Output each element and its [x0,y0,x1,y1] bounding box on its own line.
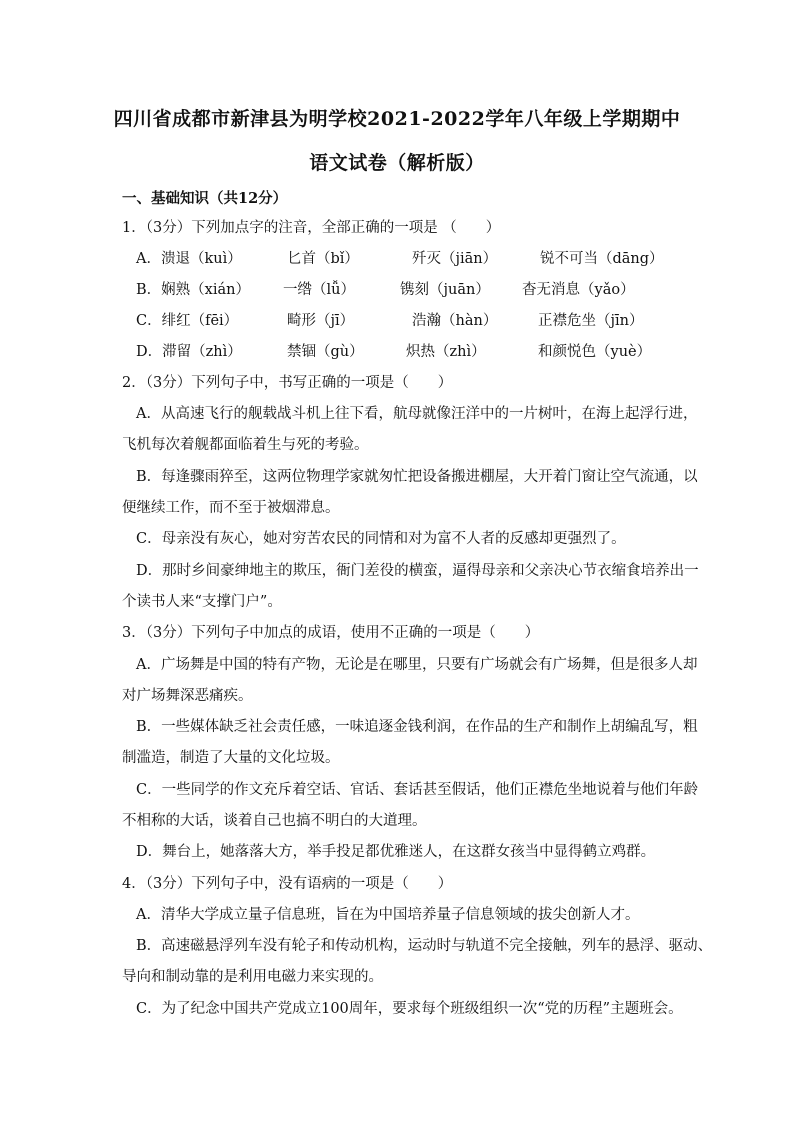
exam-title-line2: 语文试卷（解析版） [309,152,485,174]
question-4-option-c: C．为了纪念中国共产党成立100周年，要求每个班级组织一次“党的历程”主题班会。 [136,1001,683,1017]
option-c-item-3: 浩瀚（hàn） [412,313,498,329]
question-2-option-c: C．母亲没有灰心，她对穷苦农民的同情和对为富不人者的反感却更强烈了。 [136,531,626,547]
question-2-option-b: B．每逢骤雨猝至，这两位物理学家就匆忙把设备搬进棚屋，大开着门窗让空气流通，以 [136,469,698,485]
exam-title-line1: 四川省成都市新津县为明学校2021-2022学年八年级上学期期中 [113,108,681,130]
option-b-item-1: B．娴熟（xián） [136,282,250,298]
question-4-option-b-cont: 导向和制动靠的是利用电磁力来实现的。 [122,969,383,985]
option-d-item-4: 和颜悦色（yuè） [538,344,652,360]
question-3-option-c-cont: 不相称的大话，谈着自己也搞不明白的大道理。 [122,813,427,829]
option-c-item-2: 畸形（jī） [287,313,355,329]
question-3-option-b-cont: 制滥造，制造了大量的文化垃圾。 [122,750,340,766]
option-a-item-3: 歼灭（jiān） [412,251,498,267]
option-d-item-1: D．滞留（zhì） [136,344,242,360]
option-d-item-3: 炽热（zhì） [406,344,486,360]
question-4-option-b: B．高速磁悬浮列车没有轮子和传动机构，运动时与轨道不完全接触，列车的悬浮、驱动、 [136,938,713,954]
option-c-item-4: 正襟危坐（jīn） [538,313,644,329]
question-2-option-d-cont: 个读书人来“支撑门户”。 [122,594,282,610]
question-2-option-b-cont: 便继续工作，而不至于被烟滞息。 [122,500,340,516]
option-b-item-4: 杳无消息（yǎo） [522,282,635,298]
option-a-item-2: 匕首（bǐ） [287,251,359,267]
question-2-option-a: A．从高速飞行的舰载战斗机上往下看，航母就像汪洋中的一片树叶，在海上起浮行进， [136,406,698,422]
question-2-option-d: D．那时乡间豪绅地主的欺压，衙门差役的横蛮，逼得母亲和父亲决心节衣缩食培养出一 [136,563,699,579]
question-2-option-a-cont: 飞机每次着舰都面临着生与死的考验。 [122,437,369,453]
section-heading: 一、基础知识（共12分） [122,190,288,207]
option-b-item-2: 一绺（lǚ） [283,282,355,298]
question-4-stem: 4．（3分）下列句子中，没有语病的一项是（ ） [122,876,453,892]
question-1-stem: 1．（3分）下列加点字的注音，全部正确的一项是 （ ） [122,220,501,236]
option-a-item-1: A．溃退（kuì） [136,251,242,267]
option-b-item-3: 镌刻（juān） [400,282,490,298]
question-3-stem: 3．（3分）下列句子中加点的成语，使用不正确的一项是（ ） [122,625,540,641]
option-a-item-4: 锐不可当（dāng） [540,251,664,267]
question-3-option-d: D．舞台上，她落落大方，举手投足都优雅迷人，在这群女孩当中显得鹤立鸡群。 [136,844,656,860]
question-3-option-b: B．一些媒体缺乏社会责任感，一味追逐金钱利润，在作品的生产和制作上胡编乱写，粗 [136,719,698,735]
question-3-option-c: C．一些同学的作文充斥着空话、官话、套话甚至假话，他们正襟危坐地说着与他们年龄 [136,782,699,798]
question-3-option-a-cont: 对广场舞深恶痛疾。 [122,688,253,704]
question-2-stem: 2．（3分）下列句子中，书写正确的一项是（ ） [122,375,453,391]
option-c-item-1: C．绯红（fēi） [136,313,239,329]
question-4-option-a: A．清华大学成立量子信息班，旨在为中国培养量子信息领域的拔尖创新人才。 [136,907,640,923]
question-3-option-a: A．广场舞是中国的特有产物，无论是在哪里，只要有广场就会有广场舞，但是很多人却 [136,657,698,673]
option-d-item-2: 禁锢（gù） [287,344,364,360]
